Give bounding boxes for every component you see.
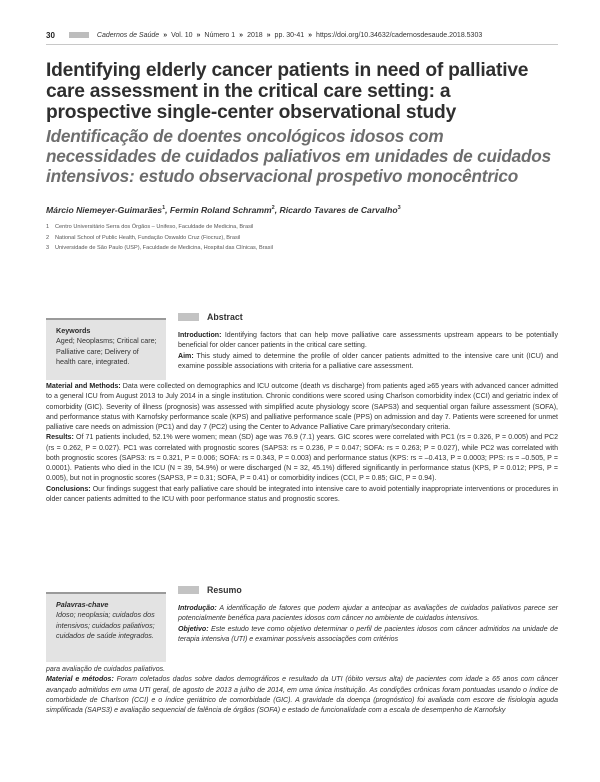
author-name: Ricardo Tavares de Carvalho [279,205,398,215]
author-name: Fermin Roland Schramm [169,205,272,215]
abstract-intro-aim: Introduction: Identifying factors that can help move palliative care assessments upstream appears to be potentially beneficial for older cancer patients in the critical care setting. Aim: This study aimed to determine the profile of older cancer patients admitted to the intensive care unit (ICU) and examine possible associations with criteria for a palliative care assessment. [178,332,558,370]
header-rule [46,44,558,45]
journal-volume: Vol. 10 [171,31,193,39]
keywords-heading: Keywords [56,326,91,335]
separator-icon: » [163,31,168,39]
affiliations [46,222,556,254]
palavras-chave-heading: Palavras-chave [56,600,109,609]
author-affiliation-mark: 3 [397,205,401,212]
keywords-text: Aged; Neoplasms; Critical care; Palliative care; Delivery of health care, integrated. [56,336,157,366]
header-bar-decoration [69,32,89,38]
author-name: Márcio Niemeyer-Guimarães [46,205,163,215]
heading-bar-decoration [178,313,199,321]
heading-bar-decoration [178,586,199,594]
separator-icon: » [196,31,201,39]
author-affiliation-mark: 2 [271,205,275,212]
keywords-box [46,318,166,380]
palavras-chave-text: Idoso; neoplasia; cuidados dos intensivos; cuidados paliativos; cuidados de saúde integrados. [56,610,155,640]
affiliation-item: 2 National School of Public Health, Fundação Oswaldo Cruz (Fiocruz), Brasil [46,234,241,241]
separator-icon: » [239,31,244,39]
journal-year: 2018 [247,31,263,39]
affiliation-item: 3 Universidade de São Paulo (USP), Faculdade de Medicina, Hospital das Clínicas, Brasil [46,245,273,251]
doi-link[interactable]: https://doi.org/10.34632/cadernosdesaude.2018.5303 [316,31,483,39]
abstract-heading: Abstract [178,312,558,322]
resumo-heading: Resumo [178,585,558,595]
journal-pages: pp. 30-41 [274,31,305,39]
journal-number: Número 1 [204,31,236,39]
title-portuguese: Identificação de doentes oncológicos idosos com necessidades de cuidados paliativos em unidades de cuidados intensivos: estudo observacional prospetivo monocêntrico [46,126,551,186]
journal-name: Cadernos de Saúde [96,31,160,39]
page-number: 30 [46,30,55,40]
abstract-body: Material and Methods: Data were collected on demographics and ICU outcome (death vs discharge) from patients aged ≥65 years with advanced cancer admitted to a general ICU from August 2013 to July 2014 in a single institution. Chronic conditions were scored using Charlson comorbidity index (CCI) and geriatric index of comorbidity (GIC). Severity of illness (prognosis) was assessed with simplified acute physiology score (SAPS3) and sequential organ failure assessment (SOFA), and performance status with Karnofsky performance scale (KPS) and palliative performance scale (PPS) on admission and day 7. Patients were screened for unmet palliative care needs on admission (PC1) and day 7 (PC2) using the Center to Advance Palliative Care primary/secondary criteria. Results: Of 71 patients included, 52.1% were women; mean (SD) age was 76.9 (7.1) years. GIC scores were correlated with PC1 (rs = 0.326, P = 0.005) and PC2 (rs = 0.262, P = 0.027). PC1 was correlated with prognostic scores (SAPS3: rs = 0.236, P = 0.047; SOFA: rs = 0.263; P = 0.027), while PC2 was correlated with both prognostic scores (SAPS3: rs = 0.321, P = 0.006; SOFA: rs = 0.343, P = 0.003) and performance status (KPS: rs = –0.413, P = 0.0003; PPS: rs = –0.505, P = 0.0001). Patients who died in the ICU (N = 39, 54.9%) or were discharged (N = 32, 45.1%) differed significantly in performance status (KPS, P = 0.012; PPS, P = 0.005), but not in prognostic scores (SAPS3, P = 0.31; SOFA, P = 0.41) or comorbidity indices (CCI, P = 0.85; GIC, P = 0.94). Conclusions: Our findings suggest that early palliative care should be integrated into intensive care to avoid potentially inappropriate interventions or procedures in older cancer patients admitted to the ICU with poor performance status and prognostic scores. [46,383,558,503]
separator-icon: » [266,31,271,39]
author-affiliation-mark: 1 [162,205,166,212]
resumo-body: para avaliação de cuidados paliativos. Material e métodos: Foram coletados dados sobre dados demográficos e resultado da UTI (óbito versus alta) de pacientes com idade ≥ 65 anos com câncer avançado admitidos em uma UTI geral, de agosto de 2013 a julho de 2014, em uma única instituição. As condições crônicas foram pontuadas usando o índice de comorbidade de Charlson (CCI) e o índice geriátrico de comorbidade (GIC). A gravidade da doença (prognóstico) foi avaliada com escore de fisiologia aguda simplificada (SAPS3) e avaliação sequencial de falência de órgãos (SOFA) e estado de funcionalidade com a escala de desempenho de Karnofsky [46,666,558,714]
separator-icon: » [308,31,313,39]
running-header [46,29,558,41]
palavras-chave-box [46,592,166,662]
affiliation-item: 1 Centro Universitário Serra dos Órgãos – Unifeso, Faculdade de Medicina, Brasil [46,224,254,230]
resumo-intro-objetivo: Introdução: A identificação de fatores que podem ajudar a antecipar as avaliações de cuidados paliativos parece ser potencialmente benéfica para pacientes idosos com câncer no ambiente de cuidados intensivos. Objetivo: Este estudo teve como objetivo determinar o perfil de pacientes idosos com câncer admitidos na unidade de terapia intensiva (UTI) e examinar possíveis associações com critérios [178,605,558,643]
title-english: Identifying elderly cancer patients in need of palliative care assessment in the critical care setting: a prospective single-center observational study [46,60,529,123]
author-list: Márcio Niemeyer-Guimarães$^1$, Fermin Roland Schramm$^2$, Ricardo Tavares de Carvalho$^3$ [46,205,401,215]
